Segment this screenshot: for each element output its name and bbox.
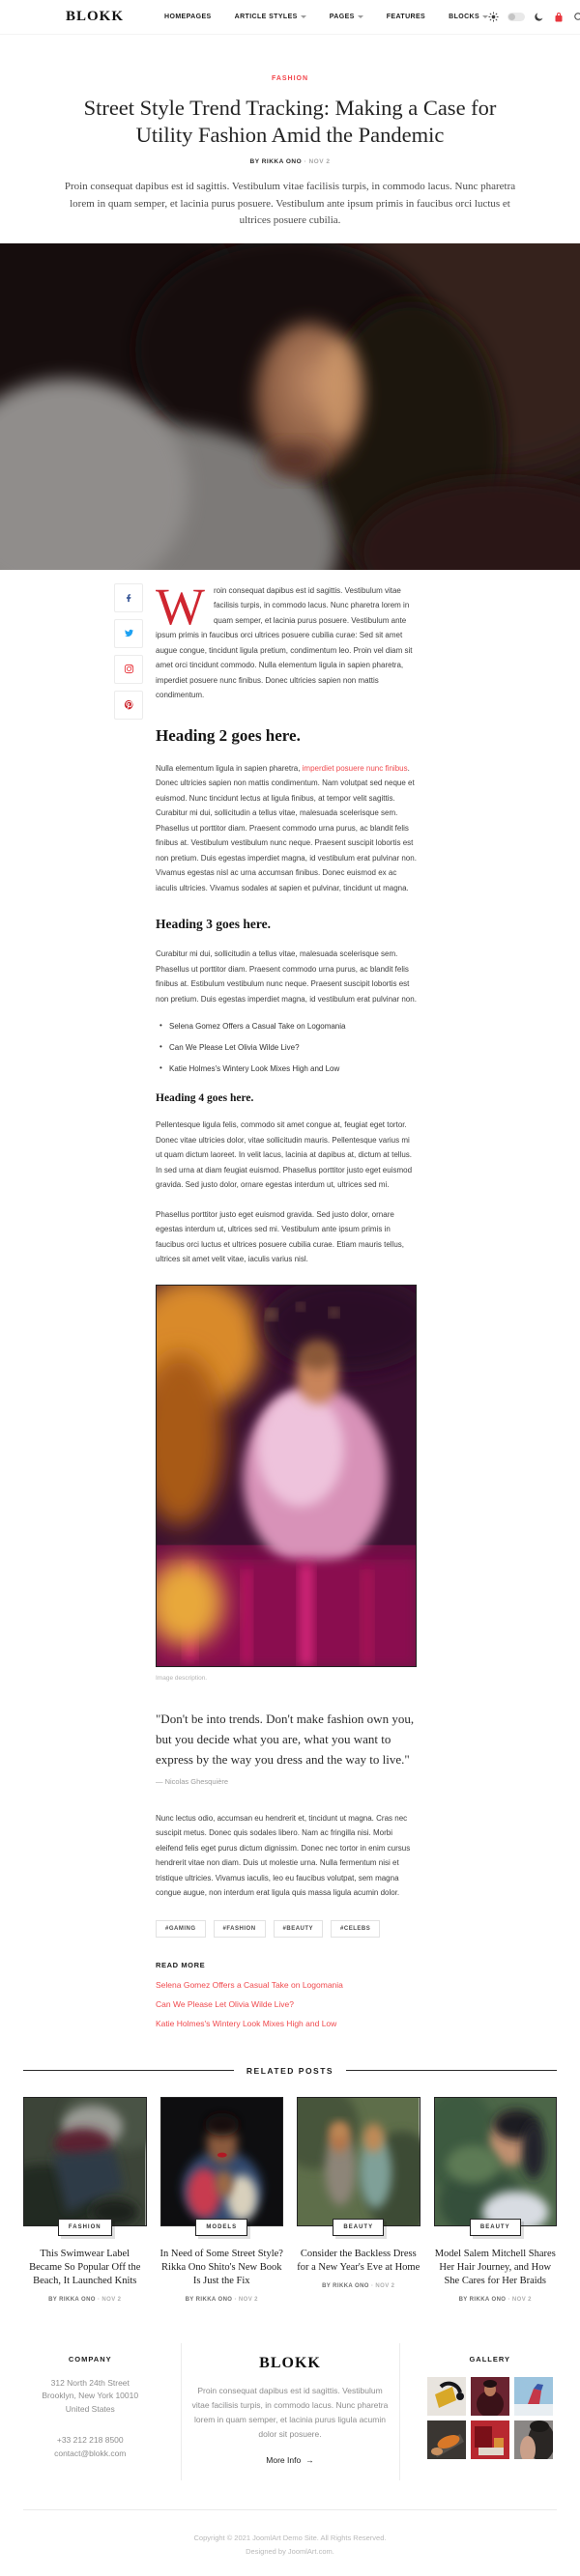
footer-phone[interactable]: +33 212 218 8500 <box>10 2433 171 2447</box>
inline-article-image <box>156 1285 417 1667</box>
category-link[interactable]: FASHION <box>272 75 308 82</box>
related-post-badge[interactable]: FASHION <box>58 2219 112 2236</box>
chevron-down-icon <box>358 15 363 18</box>
footer-gallery-column <box>400 2343 580 2480</box>
gallery-thumb[interactable] <box>427 2377 466 2416</box>
blockquote: "Don't be into trends. Don't make fashion own you, but you decide what you are, what you want to express by the way you dress and the way to live." <box>156 1709 417 1769</box>
share-instagram-button[interactable] <box>114 655 143 684</box>
search-icon[interactable] <box>573 12 580 23</box>
hero-image <box>0 243 580 570</box>
sun-icon[interactable] <box>488 12 499 22</box>
related-posts-section <box>0 2066 580 2303</box>
footer-divider <box>23 2509 557 2510</box>
gallery-thumb[interactable] <box>471 2420 509 2459</box>
chevron-down-icon <box>301 15 306 18</box>
instagram-icon <box>124 664 134 674</box>
footer-more-info-link[interactable]: More Info → <box>191 2455 390 2465</box>
related-post-title[interactable]: In Need of Some Street Style? Rikka Ono Shito's New Book Is Just the Fix <box>160 2248 284 2288</box>
read-more-link[interactable]: Selena Gomez Offers a Casual Take on Logomania <box>156 1975 417 1995</box>
tag-fashion[interactable]: #FASHION <box>214 1920 266 1938</box>
nav-homepages[interactable]: HOMEPAGES <box>164 14 212 20</box>
footer-about-column <box>181 2343 400 2480</box>
byline-author[interactable]: BY RIKKA ONO <box>250 158 303 165</box>
footer-contact <box>10 2433 171 2460</box>
footer-logo[interactable]: BLOKK <box>191 2355 390 2372</box>
article-text-column <box>156 583 417 2033</box>
copyright-line: Copyright © 2021 JoomlArt Demo Site. All Rights Reserved. <box>0 2532 580 2545</box>
moon-icon[interactable] <box>534 12 544 22</box>
site-header <box>0 0 580 35</box>
related-card <box>23 2097 147 2303</box>
related-post-byline: BY RIKKA ONO · NOV 2 <box>434 2297 558 2303</box>
tag-gaming[interactable]: #GAMING <box>156 1920 206 1938</box>
related-card <box>297 2097 420 2303</box>
byline <box>0 158 580 165</box>
nav-blocks[interactable]: BLOCKS <box>449 14 488 20</box>
site-logo[interactable]: BLOKK <box>66 9 124 25</box>
article-category <box>0 68 580 85</box>
paragraph-2: Nulla elementum ligula in sapien pharetra, imperdiet posuere nunc finibus. Donec ultricies sapien non mattis condimentum. Nam volutpat sed neque et euismod. Nunc tincidunt lectus at ligula finibus, at tempor velit sagittis. Curabitur mi dui, sollicitudin a tellus vitae, malesuada scelerisque sem. Phasellus ut porttitor diam. Praesent commodo urna purus, ac blandit felis finibus at. Vestibulum vestibulum nunc neque. Praesent suscipit lobortis est non pretium. Duis egestas imperdiet magna, id vestibulum erat pulvinar non. Vivamus egestas nisl ac urna accumsan finibus. Donec euismod ex ac iaculis ultricies. Vivamus sodales at sapien et pulvinar, tincidunt ut magna. <box>156 761 417 896</box>
related-post-title[interactable]: This Swimwear Label Became So Popular Off the Beach, It Launched Knits <box>23 2248 147 2288</box>
list-item[interactable]: • Selena Gomez Offers a Casual Take on Logomania <box>160 1022 417 1031</box>
footer-gallery-heading: GALLERY <box>410 2355 571 2364</box>
page-title: Street Style Trend Tracking: Making a Case for Utility Fashion Amid the Pandemic <box>72 95 508 149</box>
related-post-image[interactable] <box>160 2097 284 2226</box>
nav-pages[interactable]: PAGES <box>330 14 363 20</box>
footer-company-heading: COMPANY <box>10 2355 171 2364</box>
pinterest-icon <box>124 699 134 710</box>
related-post-badge[interactable]: BEAUTY <box>333 2219 384 2236</box>
bullet-list <box>160 1022 417 1073</box>
header-icons <box>488 12 580 23</box>
related-card <box>160 2097 284 2303</box>
inline-link[interactable]: imperdiet posuere nunc finibus <box>303 764 408 773</box>
list-item[interactable]: • Katie Holmes's Wintery Look Mixes High and Low <box>160 1064 417 1073</box>
related-post-badge[interactable]: BEAUTY <box>470 2219 521 2236</box>
related-card <box>434 2097 558 2303</box>
drop-cap: W <box>156 583 214 628</box>
related-posts-divider <box>23 2066 557 2076</box>
gallery-thumb[interactable] <box>514 2377 553 2416</box>
cart-icon[interactable] <box>553 12 565 23</box>
tag-list <box>156 1920 417 1938</box>
toggle-knob <box>508 14 515 20</box>
share-rail <box>114 583 143 2033</box>
related-post-image[interactable] <box>297 2097 420 2226</box>
paragraph-4: Pellentesque ligula felis, commodo sit amet congue at, feugiat eget tortor. Donec vitae ultricies dolor, vitae sollicitudin mauris. Pellentesque varius mi ut quam dictum laoreet. In velit lacus, lacinia at dapibus at, dictum at tellus. In sed urna at diam feugiat euismod. Phasellus porttitor justo eget euismod gravida. Sed justo dolor, ornare egestas interdum ut, ultrices sed mi. <box>156 1118 417 1193</box>
related-post-image[interactable] <box>434 2097 558 2226</box>
footer-email[interactable]: contact@blokk.com <box>10 2447 171 2460</box>
related-posts-heading: RELATED POSTS <box>246 2066 334 2076</box>
footer-address: 312 North 24th Street Brooklyn, New York 10010 United States <box>10 2377 171 2417</box>
paragraph-1: W roin consequat dapibus est id sagittis. Vestibulum vitae facilisis turpis, in commodo lacus. Nunc pharetra lorem in quam semper, et lacinia purus posuere. Vestibulum ante ipsum primis in faucibus orci ultrices posuere cubilia curae: Sed sit amet augue congue, tincidunt ligula pretium, condimentum leo. Proin vel diam sit amet orci tincidunt commodo. Nulla elementum ligula in sapien pharetra, imperdiet posuere nunc finibus. Donec ultricies sapien non mattis condimentum. <box>156 583 417 703</box>
heading-2: Heading 2 goes here. <box>156 726 417 746</box>
designed-by-line: Designed by JoomlArt.com. <box>0 2545 580 2559</box>
copyright <box>0 2532 580 2576</box>
twitter-icon <box>124 628 134 638</box>
main-nav <box>164 14 488 20</box>
read-more-link[interactable]: Katie Holmes's Wintery Look Mixes High and Low <box>156 2014 417 2033</box>
footer-about-text: Proin consequat dapibus est id sagittis. Vestibulum vitae facilisis turpis, in commodo lacus. Nunc pharetra lorem in quam semper, et lacinia purus ligula acumin dolor sit posuere. <box>191 2384 390 2442</box>
byline-date: · NOV 2 <box>304 158 331 165</box>
gallery-thumb[interactable] <box>471 2377 509 2416</box>
related-post-badge[interactable]: MODELS <box>195 2219 247 2236</box>
arrow-right-icon: → <box>305 2455 314 2465</box>
related-post-byline: BY RIKKA ONO · NOV 2 <box>160 2297 284 2303</box>
related-post-byline: BY RIKKA ONO · NOV 2 <box>23 2297 147 2303</box>
tag-beauty[interactable]: #BEAUTY <box>274 1920 324 1938</box>
related-post-image[interactable] <box>23 2097 147 2226</box>
article-body <box>0 583 580 2033</box>
gallery-thumb[interactable] <box>514 2420 553 2459</box>
related-post-title[interactable]: Model Salem Mitchell Shares Her Hair Journey, and How She Cares for Her Braids <box>434 2248 558 2288</box>
site-footer <box>0 2343 580 2480</box>
share-pinterest-button[interactable] <box>114 691 143 720</box>
nav-article-styles[interactable]: ARTICLE STYLES <box>235 14 306 20</box>
gallery-thumb[interactable] <box>427 2420 466 2459</box>
related-post-title[interactable]: Consider the Backless Dress for a New Year's Eve at Home <box>297 2248 420 2275</box>
quote-author: — Nicolas Ghesquière <box>156 1777 417 1786</box>
nav-features[interactable]: FEATURES <box>387 14 425 20</box>
article-intro: Proin consequat dapibus est id sagittis. Vestibulum vitae facilisis turpis, in commodo lacus. Nunc pharetra lorem in quam semper, et lacinia purus posuere. Vestibulum ante ipsum primis in faucibus orci luctus et ultrices posuere cubilia. <box>63 179 517 230</box>
paragraph-5: Phasellus porttitor justo eget euismod gravida. Sed justo dolor, ornare egestas interdum ut, ultrices sed mi. Vestibulum ante ipsum primis in faucibus orci luctus et ultrices posuere cubilia curae. Etiam mauris tellus, ultrices sit amet velit vitae, iaculis varius nisl. <box>156 1207 417 1267</box>
dark-mode-toggle[interactable] <box>508 13 525 21</box>
paragraph-6: Nunc lectus odio, accumsan eu hendrerit et, tincidunt ut magna. Cras nec suscipit metus. Donec quis sodales libero. Nam ac fringilla nisi. Morbi eleifend felis eget purus dictum dignissim. Donec nec tortor in enim cursus hendrerit vitae non diam. Duis ut molestie urna. Nulla fermentum nisi et tristique ultricies. Vivamus iaculis, leo eu faucibus volutpat, sem magna congue augue, non interdum erat ligula quis massa ligula acumin dolor. <box>156 1811 417 1901</box>
footer-company-column <box>0 2343 181 2480</box>
related-post-byline: BY RIKKA ONO · NOV 2 <box>297 2283 420 2289</box>
read-more-link[interactable]: Can We Please Let Olivia Wilde Live? <box>156 1995 417 2014</box>
facebook-icon <box>124 593 133 603</box>
share-twitter-button[interactable] <box>114 619 143 648</box>
paragraph-3: Curabitur mi dui, sollicitudin a tellus vitae, malesuada scelerisque sem. Phasellus ut porttitor diam. Praesent commodo urna purus, ac blandit felis finibus at. Estibulum vestibulum nunc neque. Praesent suscipit lobortis est non pretium. Duis egestas imperdiet magna, id vestibulum erat pulvinar non. <box>156 947 417 1006</box>
list-item[interactable]: • Can We Please Let Olivia Wilde Live? <box>160 1043 417 1052</box>
read-more-heading: READ MORE <box>156 1961 417 1969</box>
tag-celebs[interactable]: #CELEBS <box>331 1920 380 1938</box>
heading-3: Heading 3 goes here. <box>156 917 417 932</box>
heading-4: Heading 4 goes here. <box>156 1092 417 1104</box>
share-facebook-button[interactable] <box>114 583 143 612</box>
read-more-links <box>156 1975 417 2033</box>
image-caption: Image description. <box>156 1675 417 1682</box>
related-posts-grid <box>23 2097 557 2303</box>
footer-gallery-grid <box>410 2377 571 2459</box>
